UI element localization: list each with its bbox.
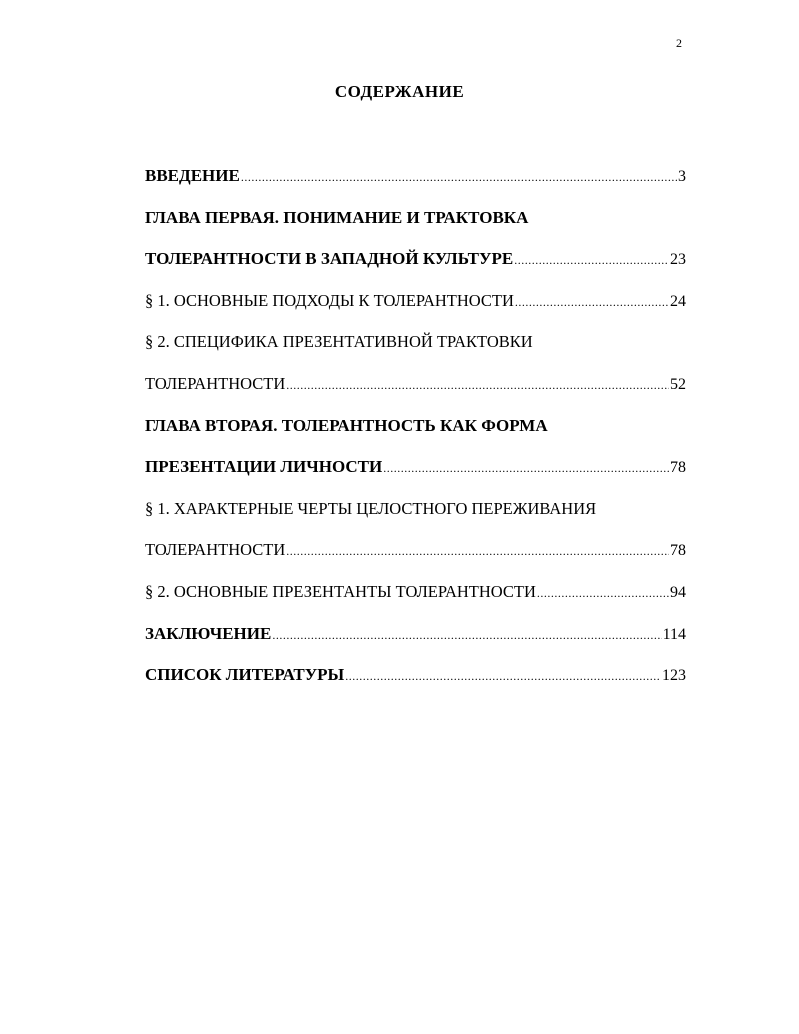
toc-entry-text: ГЛАВА ПЕРВАЯ. ПОНИМАНИЕ И ТРАКТОВКА xyxy=(145,207,529,227)
toc-entry xyxy=(145,578,686,620)
toc-entry-text: ТОЛЕРАНТНОСТИ xyxy=(145,540,286,560)
toc-entry-page: 3 xyxy=(678,168,686,185)
table-of-contents xyxy=(145,162,686,703)
toc-entry xyxy=(145,620,686,662)
toc-entry-page: 23 xyxy=(670,251,686,269)
toc-leader-dots xyxy=(537,579,669,607)
toc-leader-dots xyxy=(241,163,677,191)
toc-entry-page: 24 xyxy=(670,292,686,310)
toc-entry-text: ПРЕЗЕНТАЦИИ ЛИЧНОСТИ xyxy=(145,457,383,477)
toc-entry-page: 52 xyxy=(670,375,686,393)
page-title: СОДЕРЖАНИЕ xyxy=(334,82,465,101)
toc-entry-text: ТОЛЕРАНТНОСТИ В ЗАПАДНОЙ КУЛЬТУРЕ xyxy=(145,249,514,269)
toc-leader-dots xyxy=(272,621,661,649)
toc-entry xyxy=(145,328,686,370)
toc-entry-text: ВВЕДЕНИЕ xyxy=(145,166,240,185)
toc-entry-page: 78 xyxy=(670,542,686,560)
toc-entry-text: ГЛАВА ВТОРАЯ. ТОЛЕРАНТНОСТЬ КАК ФОРМА xyxy=(145,415,548,435)
toc-entry-page: 123 xyxy=(662,667,686,685)
toc-entry xyxy=(145,536,686,578)
toc-entry xyxy=(145,453,686,495)
toc-entry-text: § 2. ОСНОВНЫЕ ПРЕЗЕНТАНТЫ ТОЛЕРАНТНОСТИ xyxy=(145,581,536,601)
toc-entry xyxy=(145,245,686,287)
toc-entry-text: § 2. СПЕЦИФИКА ПРЕЗЕНТАТИВНОЙ ТРАКТОВКИ xyxy=(145,332,533,352)
toc-entry-text: § 1. ХАРАКТЕРНЫЕ ЧЕРТЫ ЦЕЛОСТНОГО ПЕРЕЖИВАНИЯ xyxy=(145,498,597,518)
toc-entry-page: 114 xyxy=(662,625,686,643)
toc-leader-dots xyxy=(514,246,669,274)
toc-leader-dots xyxy=(515,288,669,316)
toc-entry xyxy=(145,162,686,204)
toc-entry-text: § 1. ОСНОВНЫЕ ПОДХОДЫ К ТОЛЕРАНТНОСТИ xyxy=(145,290,514,310)
toc-leader-dots xyxy=(286,371,669,399)
toc-entry xyxy=(145,287,686,329)
toc-entry xyxy=(145,412,686,454)
toc-entry-page: 94 xyxy=(670,583,686,601)
toc-entry xyxy=(145,370,686,412)
toc-leader-dots xyxy=(286,537,669,565)
toc-leader-dots xyxy=(345,662,661,690)
toc-entry-text: ЗАКЛЮЧЕНИЕ xyxy=(145,623,272,643)
toc-entry-page: 78 xyxy=(670,459,686,477)
toc-entry xyxy=(145,495,686,537)
toc-entry-text: ТОЛЕРАНТНОСТИ xyxy=(145,373,286,393)
toc-leader-dots xyxy=(383,454,669,482)
toc-entry-text: СПИСОК ЛИТЕРАТУРЫ xyxy=(145,665,345,685)
toc-entry xyxy=(145,661,686,703)
page-number: 2 xyxy=(676,36,682,50)
toc-entry xyxy=(145,204,686,246)
